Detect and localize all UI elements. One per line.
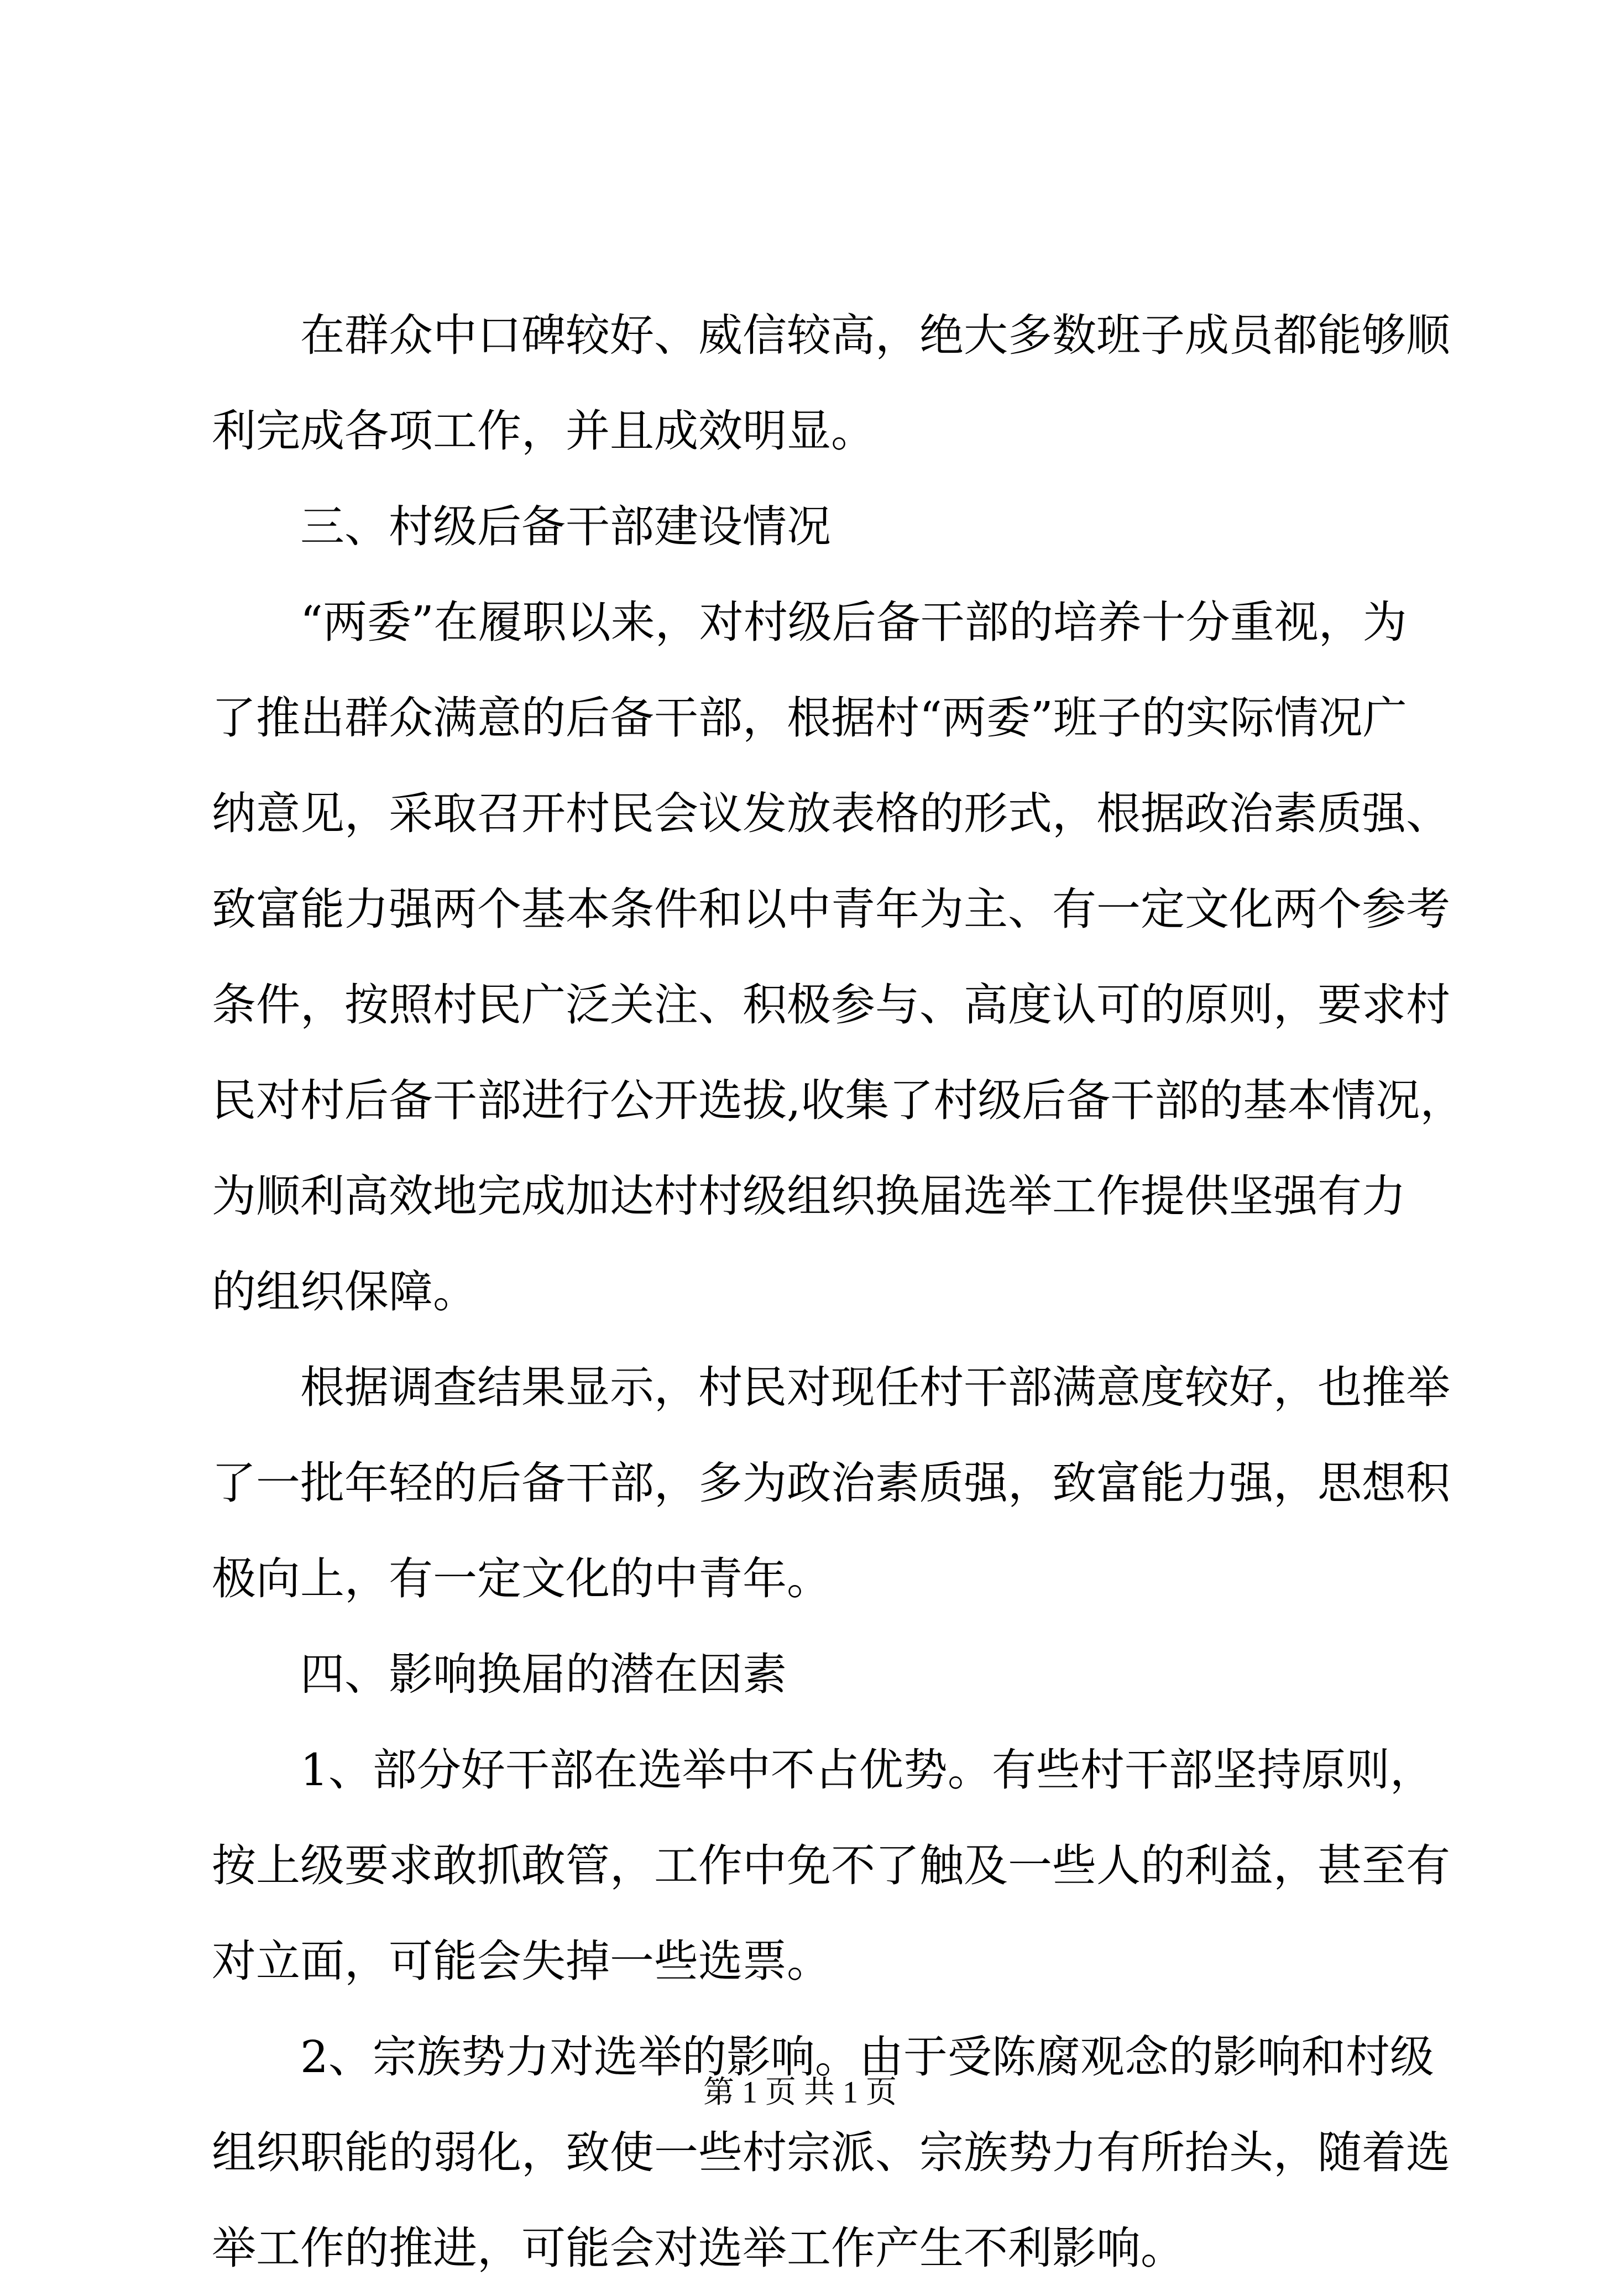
- paragraph-line: 举工作的推进，可能会对选举工作产生不利影响。: [212, 2222, 1185, 2274]
- paragraph-line: 了一批年轻的后备干部，多为政治素质强，致富能力强，思想积: [212, 1457, 1450, 1509]
- paragraph-line: 民对村后备干部进行公开选拔,收集了村级后备干部的基本情况，: [212, 1075, 1465, 1126]
- paragraph-line: 致富能力强两个基本条件和以中青年为主、有一定文化两个参考: [212, 883, 1450, 935]
- paragraph-line: 利完成各项工作，并且成效明显。: [212, 405, 875, 457]
- paragraph-line: 的组织保障。: [212, 1266, 477, 1317]
- paragraph-line: 为顺利高效地完成加达村村级组织换届选举工作提供坚强有力: [212, 1170, 1406, 1222]
- paragraph-line: 2、宗族势力对选举的影响。由于受陈腐观念的影响和村级: [300, 2031, 1434, 2083]
- paragraph-line: 在群众中口碑较好、威信较高，绝大多数班子成员都能够顺: [300, 310, 1450, 361]
- paragraph-line: 组织职能的弱化，致使一些村宗派、宗族势力有所抬头，随着选: [212, 2127, 1450, 2178]
- paragraph-line: 按上级要求敢抓敢管，工作中免不了触及一些人的利益，甚至有: [212, 1840, 1450, 1891]
- paragraph-line: 1、部分好干部在选举中不占优势。有些村干部坚持原则，: [300, 1744, 1434, 1796]
- paragraph-line: 了推出群众满意的后备干部，根据村“两委”班子的实际情况广: [212, 692, 1407, 744]
- paragraph-line: 纳意见，采取召开村民会议发放表格的形式，根据政治素质强、: [212, 788, 1450, 839]
- paragraph-line: 条件，按照村民广泛关注、积极参与、高度认可的原则，要求村: [212, 979, 1450, 1031]
- page-footer: 第 1 页 共 1 页: [703, 2075, 897, 2110]
- section-heading: 四、影响换届的潜在因素: [300, 1649, 787, 1700]
- paragraph-line: “两委”在履职以来，对村级后备干部的培养十分重视，为: [300, 597, 1407, 648]
- paragraph-line: 对立面，可能会失掉一些选票。: [212, 1936, 831, 1987]
- document-body: [212, 287, 1465, 2296]
- paragraph-line: 根据调查结果显示，村民对现任村干部满意度较好，也推举: [300, 1362, 1450, 1413]
- paragraph-line: 极向上，有一定文化的中青年。: [212, 1553, 831, 1604]
- section-heading: 三、村级后备干部建设情况: [300, 501, 831, 552]
